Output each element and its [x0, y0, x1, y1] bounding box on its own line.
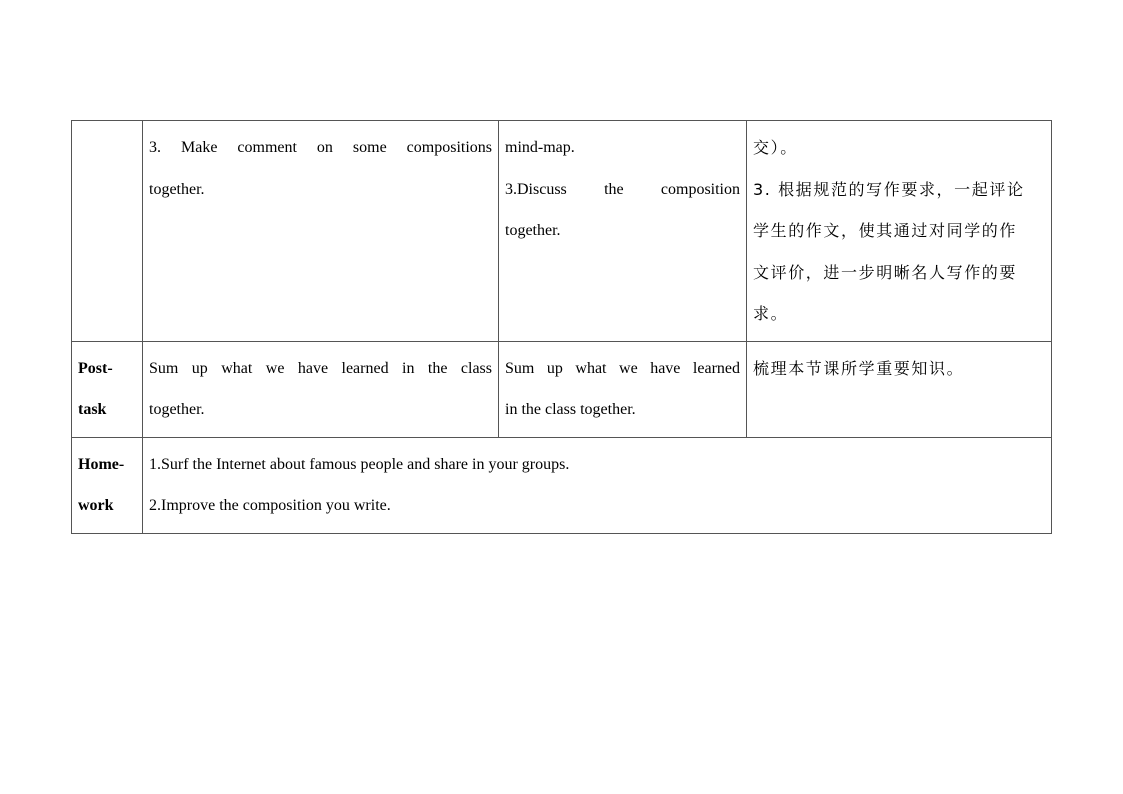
teacher-activity-line: together.	[149, 401, 205, 418]
lesson-plan-table	[71, 120, 1052, 534]
student-activity-line: mind-map.	[505, 139, 575, 156]
student-activity-line: in the class together.	[505, 401, 636, 418]
purpose-cell	[747, 341, 1052, 437]
row-label-cell	[72, 121, 143, 342]
row-label-cell	[72, 341, 143, 437]
purpose-line: 求。	[753, 304, 789, 323]
purpose-line: 学生的作文，使其通过对同学的作	[753, 221, 1018, 240]
row-label-line: Post-	[78, 359, 113, 377]
teacher-activity-line: Sum up what we have learned in the class	[149, 359, 492, 377]
table-row	[72, 121, 1052, 342]
student-activity-cell	[499, 341, 747, 437]
purpose-cell	[747, 121, 1052, 342]
table-row	[72, 437, 1052, 533]
row-label-line: task	[78, 401, 107, 418]
student-activity-line: Sum up what we have learned	[505, 359, 740, 377]
purpose-line: 交）。	[753, 138, 798, 157]
purpose-line: 梳理本节课所学重要知识。	[753, 358, 965, 378]
student-activity-line: 3.Discuss the composition	[505, 180, 740, 198]
teacher-activity-line: together.	[149, 180, 205, 198]
table-row	[72, 341, 1052, 437]
row-label-cell	[72, 437, 143, 533]
homework-line: 2.Improve the composition you write.	[149, 497, 391, 514]
teacher-activity-line: 3. Make comment on some compositions	[149, 139, 492, 156]
teacher-activity-cell	[143, 341, 499, 437]
row-label-line: Home-	[78, 455, 125, 473]
purpose-line: 3. 根据规范的写作要求，一起评论	[753, 179, 1025, 199]
purpose-line: 文评价，进一步明晰名人写作的要	[753, 262, 1018, 282]
homework-line: 1.Surf the Internet about famous people and share in your groups.	[149, 455, 570, 473]
homework-content-cell	[143, 437, 1052, 533]
teacher-activity-cell	[143, 121, 499, 342]
student-activity-cell	[499, 121, 747, 342]
row-label-line: work	[78, 497, 114, 514]
student-activity-line: together.	[505, 222, 561, 239]
